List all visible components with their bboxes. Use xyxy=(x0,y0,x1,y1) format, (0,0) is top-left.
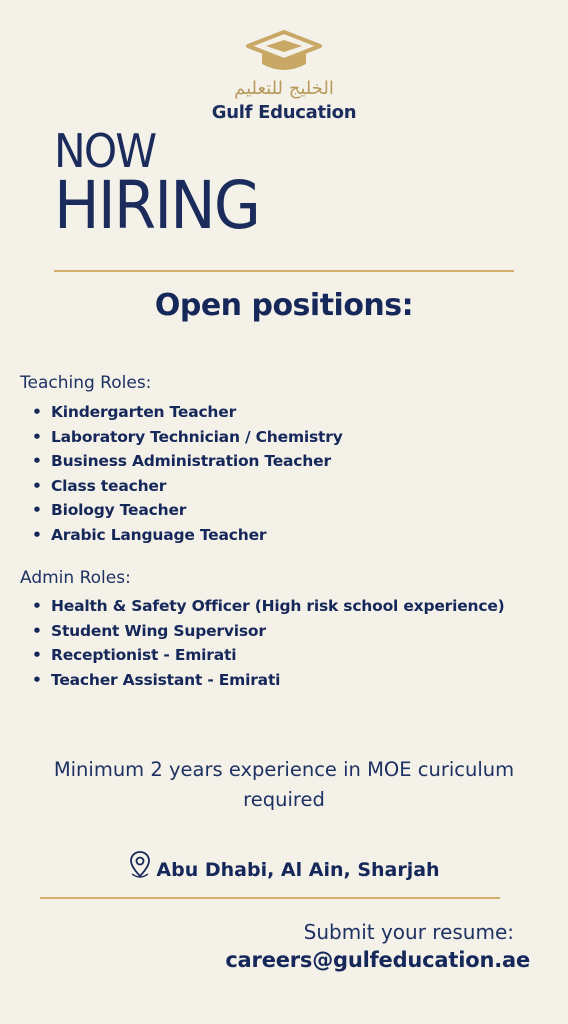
bullet-icon: • xyxy=(32,597,42,615)
brand-name-arabic: الخليج للتعليم xyxy=(234,78,334,99)
list-item xyxy=(32,668,505,693)
location-text: Abu Dhabi, Al Ain, Sharjah xyxy=(156,859,440,881)
bullet-icon: • xyxy=(32,646,42,664)
divider-top xyxy=(54,270,514,272)
admin-roles-list xyxy=(32,594,505,692)
admin-roles-label: Admin Roles: xyxy=(20,568,131,588)
divider-bottom xyxy=(40,897,500,899)
bullet-icon: • xyxy=(32,452,42,470)
list-item xyxy=(32,498,343,523)
location-line xyxy=(0,850,568,881)
hero-line-hiring: HIRING xyxy=(54,167,260,244)
teaching-roles-list xyxy=(32,400,343,547)
submit-prompt: Submit your resume: xyxy=(303,920,514,944)
bullet-icon: • xyxy=(32,403,42,421)
bullet-icon: • xyxy=(32,525,42,544)
role-title: Kindergarten Teacher xyxy=(51,403,237,421)
role-title: Arabic Language Teacher xyxy=(51,525,267,544)
role-title: Health & Safety Officer (High risk school experience) xyxy=(51,597,505,615)
hero-heading xyxy=(54,124,277,244)
teaching-roles-label: Teaching Roles: xyxy=(20,373,152,393)
role-title: Biology Teacher xyxy=(51,501,187,519)
list-item xyxy=(32,523,343,548)
role-title: Student Wing Supervisor xyxy=(51,621,266,640)
bullet-icon: • xyxy=(32,501,42,519)
role-title: Teacher Assistant - Emirati xyxy=(51,670,281,689)
role-title: Laboratory Technician / Chemistry xyxy=(51,427,343,446)
list-item xyxy=(32,474,343,499)
list-item xyxy=(32,425,343,450)
list-item xyxy=(32,643,505,668)
list-item xyxy=(32,400,343,425)
list-item xyxy=(32,449,343,474)
map-pin-icon xyxy=(128,850,152,880)
brand-logo xyxy=(0,30,568,80)
role-title: Business Administration Teacher xyxy=(51,452,331,470)
hero-line-now: NOW xyxy=(54,124,156,178)
bullet-icon: • xyxy=(32,621,42,640)
list-item xyxy=(32,619,505,644)
contact-email: careers@gulfeducation.ae xyxy=(225,948,530,972)
experience-requirement: Minimum 2 years experience in MOE curiculum required xyxy=(53,758,515,811)
brand-name-english: Gulf Education xyxy=(211,102,357,123)
list-item xyxy=(32,594,505,619)
graduation-cap-icon xyxy=(246,30,322,80)
section-title: Open positions: xyxy=(154,288,414,323)
bullet-icon: • xyxy=(32,670,42,689)
bullet-icon: • xyxy=(32,476,42,495)
bullet-icon: • xyxy=(32,427,42,446)
role-title: Receptionist - Emirati xyxy=(51,646,237,664)
role-title: Class teacher xyxy=(51,476,167,495)
